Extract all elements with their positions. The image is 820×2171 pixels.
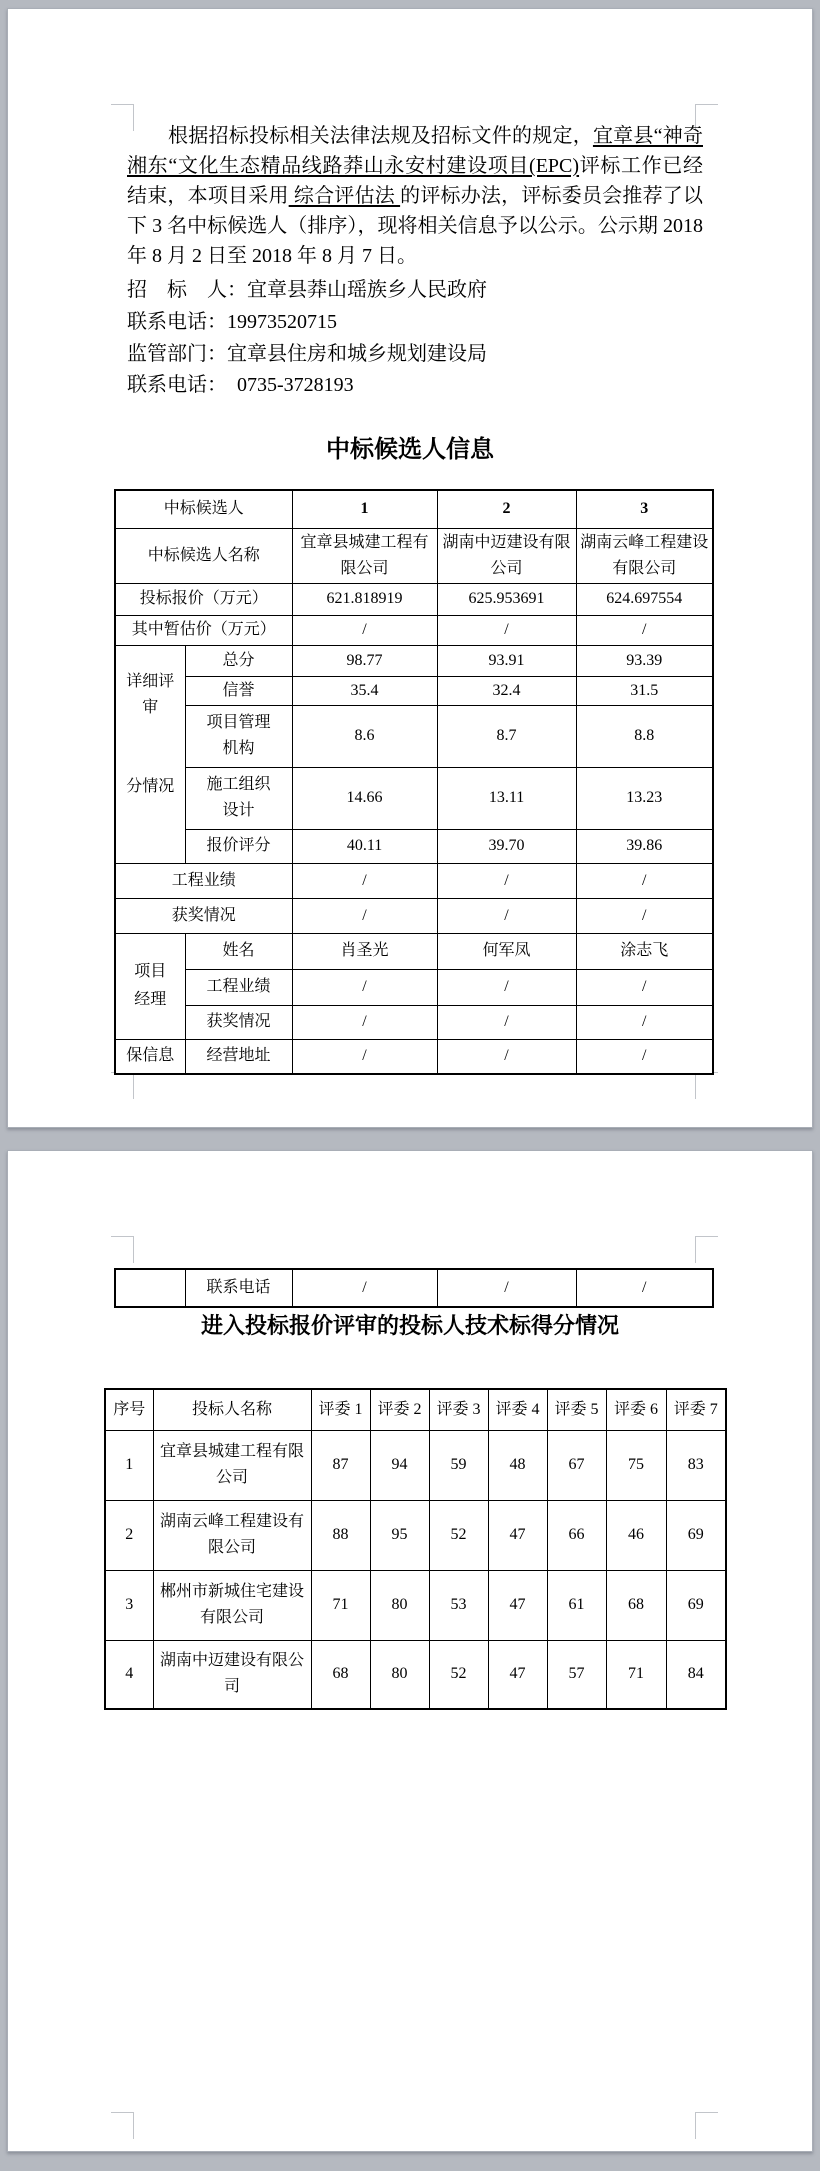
score-cell: 47 [488,1640,547,1709]
value-cell: 39.70 [437,829,576,863]
regulator-line: 监管部门：宜章县住房和城乡规划建设局 [127,343,487,365]
value-cell: 40.11 [292,829,437,863]
value-cell: 624.697554 [576,583,713,615]
award-row [115,898,713,933]
bidder-row [105,1570,726,1640]
value-cell: 93.91 [437,645,576,676]
value-cell: / [576,1269,713,1307]
score-cell: 94 [370,1430,429,1500]
paragraph-text: 根据招标投标相关法律法规及招标文件的规定， [168,125,593,147]
text-boundary-mark [695,1072,718,1099]
tech-score-table [104,1388,727,1710]
column-header-cell: 评委 1 [311,1389,370,1430]
score-cell: 53 [429,1570,488,1640]
score-cell: 87 [311,1430,370,1500]
score-cell: 48 [488,1430,547,1500]
value-cell: 93.39 [576,645,713,676]
bidder-row [105,1640,726,1709]
value-cell: 39.86 [576,829,713,863]
score-total-row [115,645,713,676]
manager-award-row [115,1005,713,1039]
value-cell: 31.5 [576,676,713,705]
序号-cell: 3 [105,1570,153,1640]
value-cell: / [576,1005,713,1039]
group-label-text: 详细评审 [126,673,175,716]
score-cell: 69 [666,1570,726,1640]
value-cell: / [292,615,437,645]
value-cell: / [576,969,713,1005]
rank-cell: 2 [437,490,576,528]
label-cell: 中标候选人名称 [115,528,292,583]
column-header-cell: 评委 5 [547,1389,606,1430]
value-cell: 35.4 [292,676,437,705]
label-cell: 信誉 [185,676,292,705]
column-header-cell: 评委 3 [429,1389,488,1430]
value-cell: / [576,863,713,898]
group-label-cell: 保信息 [115,1039,185,1074]
label-cell: 工程业绩 [185,969,292,1005]
tenderer-line: 招 标 人：宜章县莽山瑶族乡人民政府 [127,279,487,301]
value-cell: 14.66 [292,767,437,829]
value-cell: 湖南中迈建设有限公司 [437,528,576,583]
score-cell: 57 [547,1640,606,1709]
value-cell: / [437,1039,576,1074]
value-cell: 何军凤 [437,933,576,969]
value-cell: / [292,1269,437,1307]
value-cell: 湖南云峰工程建设有限公司 [576,528,713,583]
label-cell [185,767,292,829]
bidder-name-cell: 湖南中迈建设有限公司 [153,1640,311,1709]
text-boundary-mark [695,1236,718,1263]
label-cell: 总分 [185,645,292,676]
value-cell: 625.953691 [437,583,576,615]
value-cell: / [437,898,576,933]
manager-performance-row [115,969,713,1005]
score-cell: 83 [666,1430,726,1500]
score-cell: 68 [311,1640,370,1709]
rank-cell: 1 [292,490,437,528]
value-cell: 98.77 [292,645,437,676]
column-header-cell: 投标人名称 [153,1389,311,1430]
score-cell: 84 [666,1640,726,1709]
score-cell: 88 [311,1500,370,1570]
page-2 [7,1150,813,2152]
序号-cell: 4 [105,1640,153,1709]
value-cell: 8.7 [437,705,576,767]
value-cell: 宜章县城建工程有限公司 [292,528,437,583]
contact-continuation-table [114,1268,714,1308]
text-boundary-mark [695,2112,718,2139]
label-cell: 姓名 [185,933,292,969]
value-cell: 621.818919 [292,583,437,615]
序号-cell: 2 [105,1500,153,1570]
value-cell: / [437,615,576,645]
value-cell: / [437,969,576,1005]
paragraph-text: 的评标办法，评标委员会推荐了以下 3 名中标候选人（排序），现将相关信息予以公示。公示期 2018 年 8 月 2 日至 2018 年 8 月 7 日。 [127,185,704,267]
value-cell: / [576,615,713,645]
bidder-row [105,1430,726,1500]
label-cell: 投标报价（万元） [115,583,292,615]
label-text: 施工组织设计 [206,776,271,819]
notice-paragraph [127,121,703,271]
candidates-table-title: 中标候选人信息 [326,436,494,463]
address-row [115,1039,713,1074]
management-org-row [115,705,713,767]
value-cell: 8.6 [292,705,437,767]
value-cell: 8.8 [576,705,713,767]
score-cell: 66 [547,1500,606,1570]
bidder-row [105,1500,726,1570]
tenderer-phone-line: 联系电话：19973520715 [127,311,337,333]
project-name-underlined: 宜章县“神奇湘东“文化生态精品线路莽山永安村建设项目(EPC) [127,125,703,177]
score-cell: 71 [606,1640,666,1709]
value-cell: / [576,898,713,933]
score-cell: 52 [429,1640,488,1709]
value-cell: 肖圣光 [292,933,437,969]
score-cell: 61 [547,1570,606,1640]
performance-row [115,863,713,898]
page-1 [7,8,813,1128]
score-cell: 80 [370,1640,429,1709]
value-cell: 32.4 [437,676,576,705]
value-cell: 涂志飞 [576,933,713,969]
value-cell: / [292,1039,437,1074]
empty-group-cell [115,1269,185,1307]
label-cell: 联系电话 [185,1269,292,1307]
header-row [115,490,713,528]
price-score-row [115,829,713,863]
candidates-table [114,489,714,1075]
score-cell: 69 [666,1500,726,1570]
column-header-cell: 评委 6 [606,1389,666,1430]
group-label-cell [115,645,185,863]
value-cell: / [292,863,437,898]
value-cell: / [437,1269,576,1307]
name-row [115,528,713,583]
score-cell: 52 [429,1500,488,1570]
bidder-name-cell: 郴州市新城住宅建设有限公司 [153,1570,311,1640]
manager-name-row [115,933,713,969]
label-cell [185,705,292,767]
rank-cell: 3 [576,490,713,528]
序号-cell: 1 [105,1430,153,1500]
score-cell: 75 [606,1430,666,1500]
contact-phone-row [115,1269,713,1307]
header-row [105,1389,726,1430]
tech-score-table-title: 进入投标报价评审的投标人技术标得分情况 [200,1313,619,1338]
label-cell: 经营地址 [185,1039,292,1074]
label-cell: 中标候选人 [115,490,292,528]
label-cell: 其中暂估价（万元） [115,615,292,645]
value-cell: / [576,1039,713,1074]
estimate-row [115,615,713,645]
score-cell: 71 [311,1570,370,1640]
text-boundary-mark [111,1236,134,1263]
group-label-text: 分情况 [126,778,175,795]
score-cell: 46 [606,1500,666,1570]
label-cell: 报价评分 [185,829,292,863]
column-header-cell: 评委 4 [488,1389,547,1430]
column-header-cell: 序号 [105,1389,153,1430]
score-cell: 80 [370,1570,429,1640]
label-cell: 获奖情况 [185,1005,292,1039]
value-cell: / [292,898,437,933]
score-cell: 67 [547,1430,606,1500]
group-label-text: 项目经理 [134,963,167,1008]
score-cell: 95 [370,1500,429,1570]
value-cell: / [437,863,576,898]
value-cell: 13.23 [576,767,713,829]
score-cell: 68 [606,1570,666,1640]
evaluation-method-underlined: 综合评估法 [288,185,401,207]
value-cell: / [292,1005,437,1039]
column-header-cell: 评委 7 [666,1389,726,1430]
value-cell: / [292,969,437,1005]
bidder-name-cell: 宜章县城建工程有限公司 [153,1430,311,1500]
group-label-cell [115,933,185,1039]
value-cell: 13.11 [437,767,576,829]
regulator-phone-line: 联系电话： 0735-3728193 [127,374,354,396]
bidder-name-cell: 湖南云峰工程建设有限公司 [153,1500,311,1570]
text-boundary-mark [111,1072,134,1099]
price-row [115,583,713,615]
value-cell: / [437,1005,576,1039]
label-cell: 获奖情况 [115,898,292,933]
reputation-row [115,676,713,705]
paragraph-text: 评标工作已经结束，本项目采用 [127,155,703,207]
label-text: 项目管理机构 [206,714,271,757]
score-cell: 47 [488,1500,547,1570]
score-cell: 59 [429,1430,488,1500]
label-cell: 工程业绩 [115,863,292,898]
construction-design-row [115,767,713,829]
score-cell: 47 [488,1570,547,1640]
text-boundary-mark [111,2112,134,2139]
column-header-cell: 评委 2 [370,1389,429,1430]
